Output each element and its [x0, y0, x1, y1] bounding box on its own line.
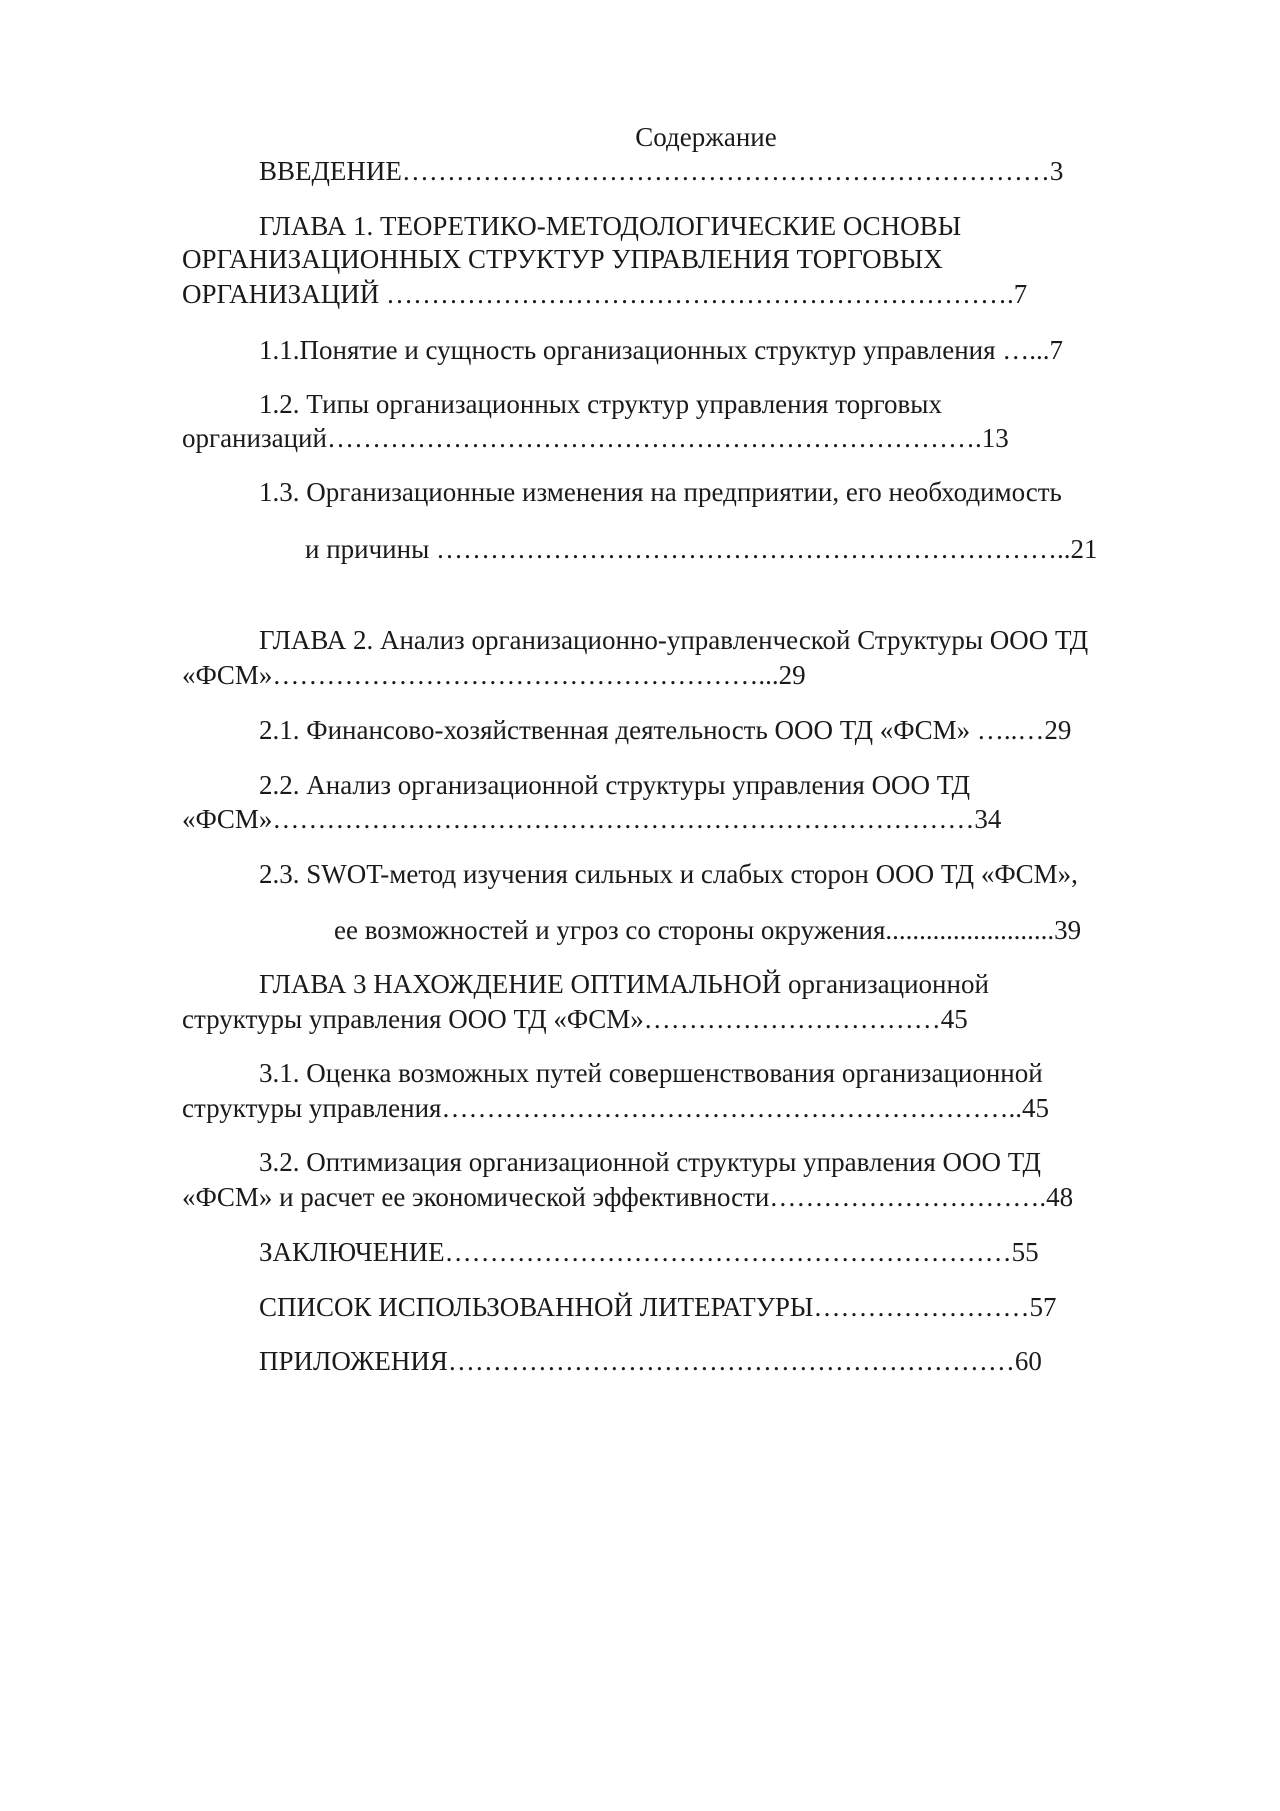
toc-entry-section-3-2-line-1: 3.2. Оптимизация организационной структуры управления ООО ТД — [259, 1147, 1041, 1177]
toc-entry-section-2-3-line-2: ее возможностей и угроз со стороны окружения.........................39 — [334, 915, 1082, 945]
toc-entry-chapter-3-line-1: ГЛАВА 3 НАХОЖДЕНИЕ ОПТИМАЛЬНОЙ организационной — [259, 969, 989, 999]
toc-entry-chapter-1-line-1: ГЛАВА 1. ТЕОРЕТИКО-МЕТОДОЛОГИЧЕСКИЕ ОСНОВЫ — [259, 211, 962, 241]
toc-entry-chapter-1-line-3: ОРГАНИЗАЦИЙ …………………………………………………………….7 — [182, 279, 1028, 309]
toc-entry-section-1-3-line-2: и причины ……………………………………………………………..21 — [305, 534, 1098, 564]
toc-entry-bibliography: СПИСОК ИСПОЛЬЗОВАННОЙ ЛИТЕРАТУРЫ……………………57 — [259, 1292, 1057, 1322]
toc-entry-section-3-1-line-2: структуры управления………………………………………………………..45 — [182, 1093, 1049, 1123]
toc-entry-introduction: ВВЕДЕНИЕ………………………………………………………………3 — [259, 156, 1064, 186]
toc-entry-section-3-1-line-1: 3.1. Оценка возможных путей совершенствования организационной — [259, 1058, 1043, 1088]
toc-entry-chapter-1-line-2: ОРГАНИЗАЦИОННЫХ СТРУКТУР УПРАВЛЕНИЯ ТОРГОВЫХ — [182, 244, 943, 274]
toc-entry-section-1-3-line-1: 1.3. Организационные изменения на предприятии, его необходимость — [259, 477, 1062, 507]
toc-entry-section-1-1: 1.1.Понятие и сущность организационных структур управления …...7 — [259, 335, 1064, 365]
toc-entry-chapter-2-line-1: ГЛАВА 2. Анализ организационно-управленческой Структуры ООО ТД — [259, 625, 1089, 655]
toc-entry-chapter-3-line-2: структуры управления ООО ТД «ФСМ»……………………………45 — [182, 1004, 968, 1034]
toc-entry-chapter-2-line-2: «ФСМ»………………………………………………...29 — [182, 660, 806, 690]
toc-entry-appendices: ПРИЛОЖЕНИЯ………………………………………………………60 — [259, 1346, 1042, 1376]
toc-entry-section-2-3-line-1: 2.3. SWOT-метод изучения сильных и слабых сторон ООО ТД «ФСМ», — [259, 859, 1078, 889]
toc-entry-conclusion: ЗАКЛЮЧЕНИЕ………………………………………………………55 — [259, 1237, 1039, 1267]
toc-entry-section-2-1: 2.1. Финансово-хозяйственная деятельность ООО ТД «ФСМ» …..…29 — [259, 715, 1072, 745]
toc-entry-section-3-2-line-2: «ФСМ» и расчет ее экономической эффективности………………………….48 — [182, 1182, 1074, 1212]
toc-entry-section-1-2-line-2: организаций……………………………………………………………….13 — [182, 423, 1009, 453]
toc-entry-section-2-2-line-1: 2.2. Анализ организационной структуры управления ООО ТД — [259, 770, 971, 800]
toc-entry-section-2-2-line-2: «ФСМ»……………………………………………………………………34 — [182, 804, 1002, 834]
toc-title: Содержание — [635, 122, 777, 152]
toc-entry-section-1-2-line-1: 1.2. Типы организационных структур управления торговых — [259, 389, 942, 419]
